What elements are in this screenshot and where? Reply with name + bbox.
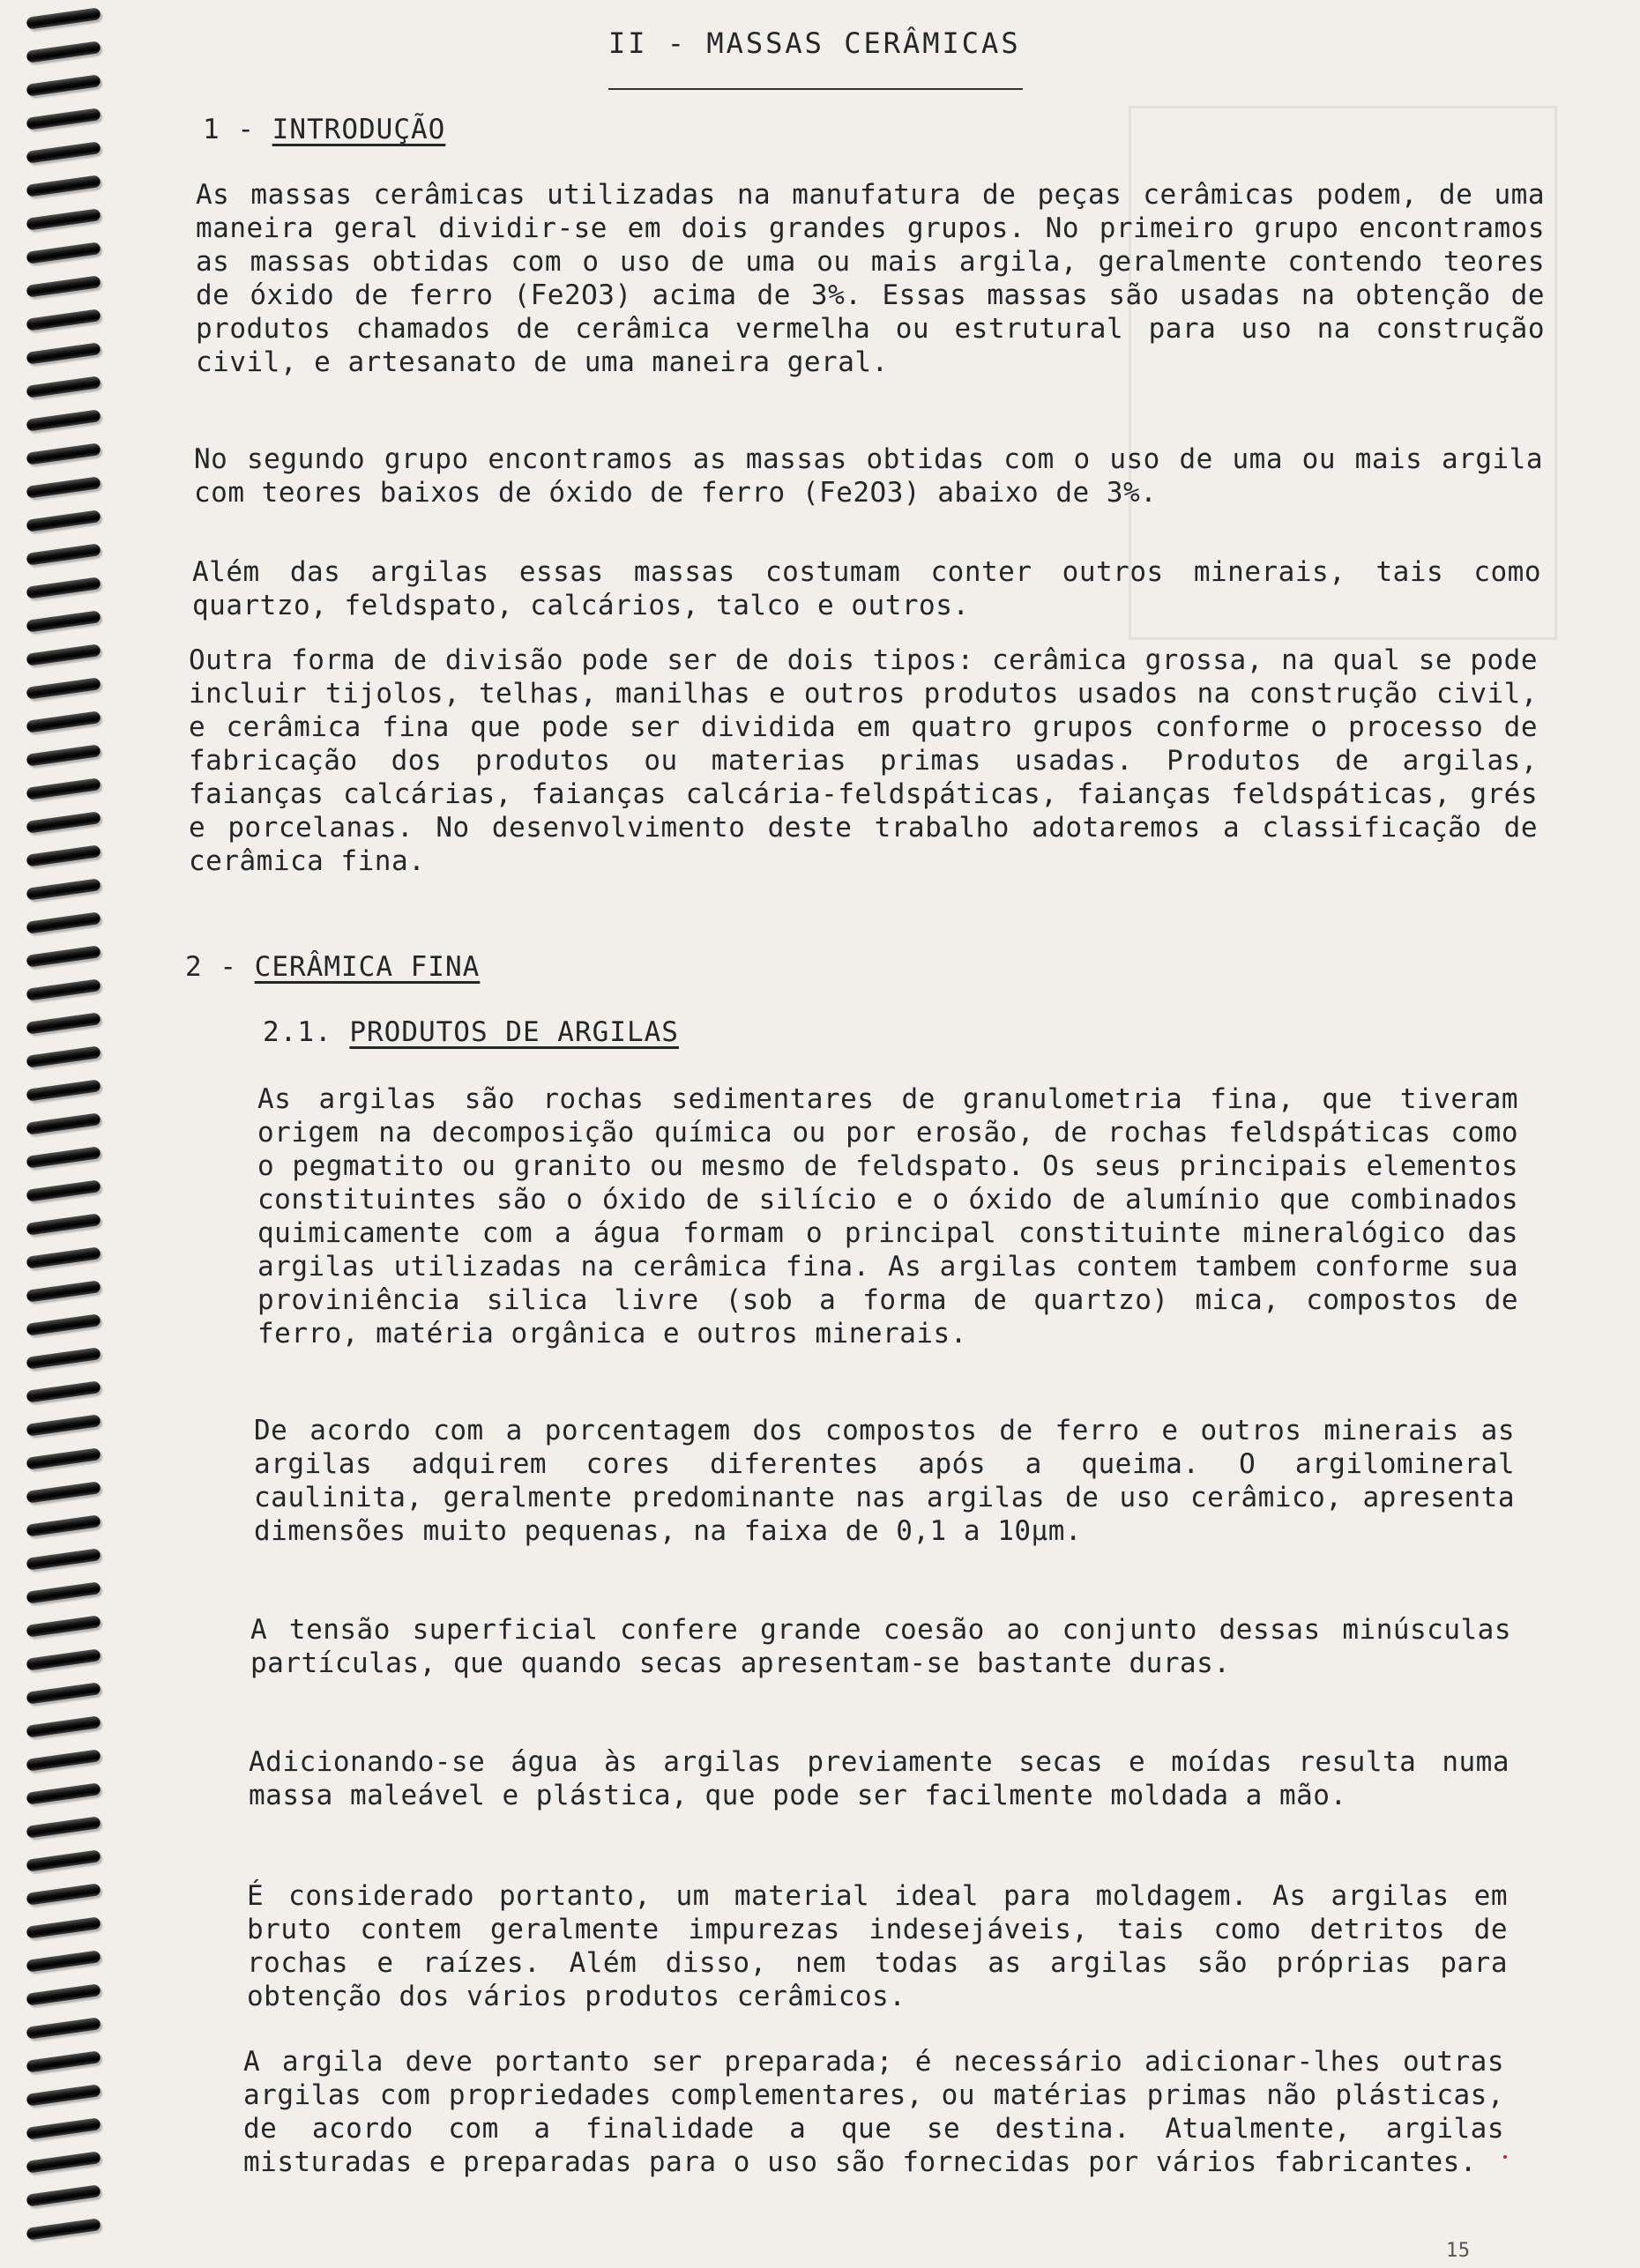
page-title: II - MASSAS CERÂMICAS [608,26,1021,60]
section-2-1-title: PRODUTOS DE ARGILAS [349,1016,679,1048]
argila-paragraph-2: De acordo com a porcentagem dos compostos de ferro e outros minerais as argilas adquirem cores diferentes após a queima. O argilomineral caulinita, geralmente predominante nas argilas de uso cerâmico, apresenta dimensões muito pequenas, na faixa de 0,1 a 10µm. [254,1415,1515,1547]
section-2-1-heading [263,1015,679,1049]
page-number: 15 [1446,2240,1471,2262]
intro-paragraph-4: Outra forma de divisão pode ser de dois tipos: cerâmica grossa, na qual se pode incluir tijolos, telhas, manilhas e outros produtos usados na construção civil, e cerâmica fina que pode ser dividida em quatro grupos conforme o processo de fabricação dos produtos ou materias primas usadas. Produtos de argilas, faianças calcárias, faianças calcária-feldspáticas, faianças feldspáticas, grés e porcelanas. No desenvolvimento deste trabalho adotaremos a classificação de cerâmica fina. [189,644,1538,877]
argila-paragraph-1: As argilas são rochas sedimentares de granulometria fina, que tiveram origem na decomposição química ou por erosão, de rochas feldspáticas como o pegmatito ou granito ou mesmo de feldspato. Os seus principais elementos constituintes são o óxido de silício e o óxido de alumínio que combinados quimicamente com a água formam o principal constituinte mineralógico das argilas utilizadas na cerâmica fina. As argilas contem tambem conforme sua proviniência silica livre (sob a forma de quartzo) mica, compostos de ferro, matéria orgânica e outros minerais. [257,1083,1518,1350]
section-2-title: CERÂMICA FINA [254,951,481,983]
argila-paragraph-5: É considerado portanto, um material ideal para moldagem. As argilas em bruto contem geralmente impurezas indesejáveis, tais como detritos de rochas e raízes. Além disso, nem todas as argilas são próprias para obtenção dos vários produtos cerâmicos. [247,1880,1508,2012]
section-1-number: 1 - [203,114,255,145]
section-1-title: INTRODUÇÃO [272,114,446,145]
argila-paragraph-4: Adicionando-se água às argilas previamente secas e moídas resulta numa massa maleável e plástica, que pode ser facilmente moldada a mão. [249,1746,1510,1811]
section-2-1-number: 2.1. [263,1016,332,1048]
title-underline [608,88,1023,90]
red-ink-dot [1503,2155,1507,2159]
section-1-heading [203,113,445,146]
intro-paragraph-3: Além das argilas essas massas costumam conter outros minerais, tais como quartzo, feldspato, calcários, talco e outros. [192,556,1541,621]
argila-paragraph-3: A tensão superficial confere grande coesão ao conjunto dessas minúsculas partículas, que quando secas apresentam-se bastante duras. [250,1614,1511,1679]
intro-paragraph-1: As massas cerâmicas utilizadas na manufatura de peças cerâmicas podem, de uma maneira geral dividir-se em dois grandes grupos. No primeiro grupo encontramos as massas obtidas com o uso de uma ou mais argila, geralmente contendo teores de óxido de ferro (Fe2O3) acima de 3%. Essas massas são usadas na obtenção de produtos chamados de cerâmica vermelha ou estrutural para uso na construção civil, e artesanato de uma maneira geral. [196,179,1545,378]
section-2-number: 2 - [185,951,237,983]
intro-paragraph-2: No segundo grupo encontramos as massas obtidas com o uso de uma ou mais argila com teores baixos de óxido de ferro (Fe2O3) abaixo de 3%. [194,443,1543,509]
section-2-heading [185,950,480,984]
argila-paragraph-6: A argila deve portanto ser preparada; é necessário adicionar-lhes outras argilas com propriedades complementares, ou matérias primas não plásticas, de acordo com a finalidade a que se destina. Atualmente, argilas misturadas e preparadas para o uso são fornecidas por vários fabricantes. [243,2046,1504,2178]
